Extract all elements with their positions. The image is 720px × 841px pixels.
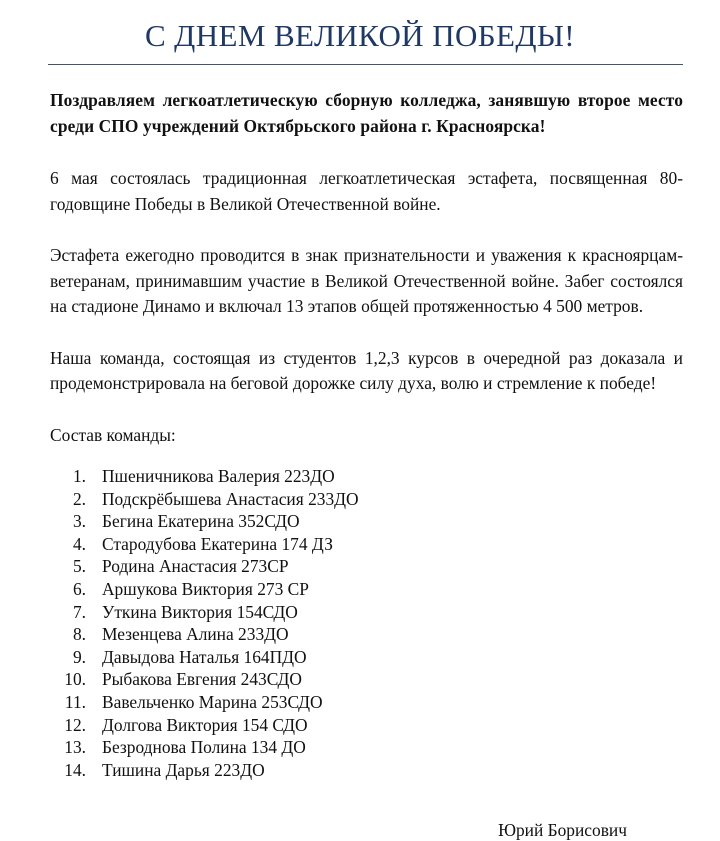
body-paragraph-3: Наша команда, состоящая из студентов 1,2,3 курсов в очередной раз доказала и продемонстрировала на беговой дорожке силу духа, волю и стремление к победе! [50,347,683,393]
list-item: Родина Анастасия 273СР [102,556,289,577]
list-item: Пшеничникова Валерия 223ДО [102,466,335,486]
list-item: Мезенцева Алина 233ДО [102,624,289,645]
body-paragraph-1: 6 мая состоялась традиционная легкоатлетическая эстафета, посвященная 80-годовщине Победы в Великой Отечественной войне. [50,168,683,214]
list-item: Аршукова Виктория 273 СР [102,578,309,599]
team-roster-list [50,465,683,781]
title-block [0,0,720,65]
list-item: Стародубова Екатерина 174 ДЗ [102,533,333,554]
list-item: Давыдова Наталья 164ПДО [102,646,307,667]
signature: Юрий Борисович [498,820,627,841]
title-divider [48,64,683,65]
list-item: Уткина Виктория 154СДО [102,601,298,622]
list-item: Тишина Дарья 223ДО [102,759,265,780]
list-item: Долгова Виктория 154 СДО [102,714,308,735]
list-item: Подскрёбышева Анастасия 233ДО [102,488,359,509]
page-title: С ДНЕМ ВЕЛИКОЙ ПОБЕДЫ! [144,18,576,53]
list-item: Вавельченко Марина 253СДО [102,691,323,712]
list-item: Бегина Екатерина 352СДО [102,511,300,532]
list-item: Безроднова Полина 134 ДО [102,737,306,758]
body-paragraph-2: Эстафета ежегодно проводится в знак признательности и уважения к красноярцам-ветеранам, принимавшим участие в Великой Отечественной войне. Забег состоялся на стадионе Динамо и включал 13 этапов общей протяженностью 4 500 метров. [50,245,683,316]
lead-paragraph: Поздравляем легкоатлетическую сборную колледжа, занявшую второе место среди СПО учреждений Октябрьского района г. Красноярска! [50,90,683,136]
list-item: Рыбакова Евгения 243СДО [102,669,302,690]
team-roster-label: Состав команды: [50,424,176,445]
document-body [0,88,720,841]
